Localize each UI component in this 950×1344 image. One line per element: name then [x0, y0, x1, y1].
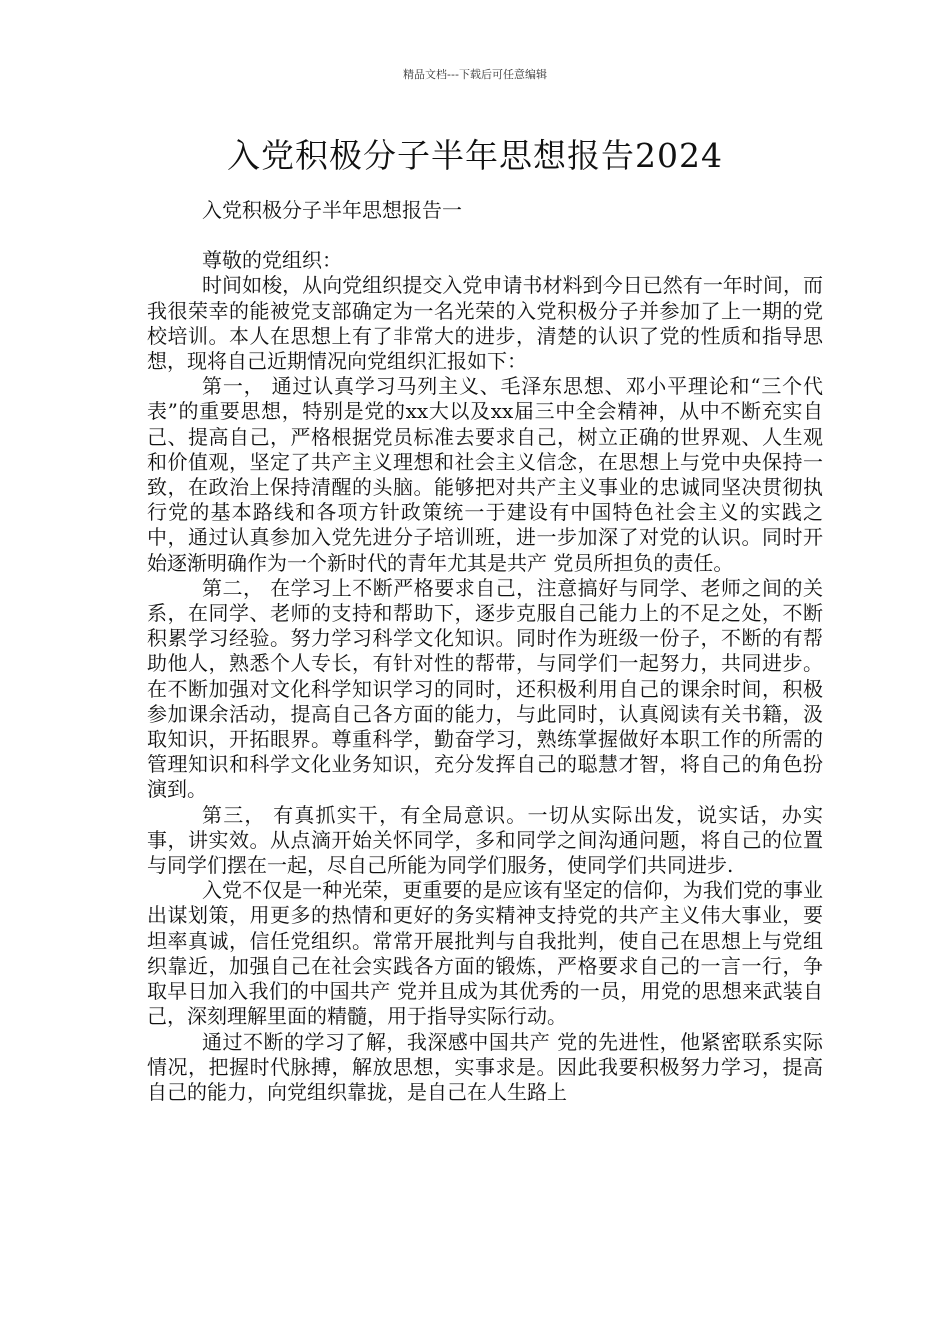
paragraph-party-honor: 入党不仅是一种光荣，更重要的是应该有坚定的信仰，为我们党的事业出谋划策，用更多的热情和更好的务实精神支持党的共产主义伟大事业，要坦率真诚，信任党组织。常常开展批判与自我批判，使自己在思想上与党组织靠近，加强自己在社会实践各方面的锻炼，严格要求自己的一言一行，争取早日加入我们的中国共产 党并且成为其优秀的一员，用党的思想来武装自己，深刻理解里面的精髓，用于指导实际行动。 [147, 878, 823, 1029]
paragraph-intro: 时间如梭，从向党组织提交入党申请书材料到今日已然有一年时间，而我很荣幸的能被党支部确定为一名光荣的入党积极分子并参加了上一期的党校培训。本人在思想上有了非常大的进步，清楚的认识了党的性质和指导思想，现将自己近期情况向党组织汇报如下： [147, 273, 823, 374]
paragraph-third-point: 第三， 有真抓实干，有全局意识。一切从实际出发，说实话，办实事，讲实效。从点滴开始关怀同学，多和同学之间沟通问题，将自己的位置与同学们摆在一起，尽自己所能为同学们服务，使同学们共同进步. [147, 802, 823, 878]
document-body [147, 198, 823, 1105]
paragraph-second-point: 第二， 在学习上不断严格要求自己，注意搞好与同学、老师之间的关系，在同学、老师的支持和帮助下，逐步克服自己能力上的不足之处，不断积累学习经验。努力学习科学文化知识。同时作为班级一份子，不断的有帮助他人，熟悉个人专长，有针对性的帮带，与同学们一起努力，共同进步。在不断加强对文化科学知识学习的同时，还积极利用自己的课余时间，积极参加课余活动，提高自己各方面的能力，与此同时，认真阅读有关书籍，汲取知识，开拓眼界。尊重科学，勤奋学习，熟练掌握做好本职工作的所需的管理知识和科学文化业务知识，充分发挥自己的聪慧才智，将自己的角色扮演到。 [147, 575, 823, 802]
document-title: 入党积极分子半年思想报告2024 [227, 136, 723, 175]
paragraph-first-point: 第一， 通过认真学习马列主义、毛泽东思想、邓小平理论和“三个代表”的重要思想，特别是党的xx大以及xx届三中全会精神，从中不断充实自己、提高自己，严格根据党员标准去要求自己，树立正确的世界观、人生观和价值观，坚定了共产主义理想和社会主义信念，在思想上与党中央保持一致，在政治上保持清醒的头脑。能够把对共产主义事业的忠诚同坚决贯彻执行党的基本路线和各项方针政策统一于建设有中国特色社会主义的实践之中，通过认真参加入党先进分子培训班，进一步加深了对党的认识。同时开始逐渐明确作为一个新时代的青年尤其是共产 党员所担负的责任。 [147, 374, 823, 575]
subtitle: 入党积极分子半年思想报告一 [202, 198, 462, 222]
blank-line [147, 223, 823, 248]
salutation: 尊敬的党组织： [202, 248, 342, 273]
header-note: 精品文档---下载后可任意编辑 [403, 68, 547, 81]
paragraph-continuous-learning: 通过不断的学习了解，我深感中国共产 党的先进性，他紧密联系实际情况，把握时代脉搏，解放思想，实事求是。因此我要积极努力学习，提高自己的能力，向党组织靠拢，是自己在人生路上 [147, 1029, 823, 1104]
